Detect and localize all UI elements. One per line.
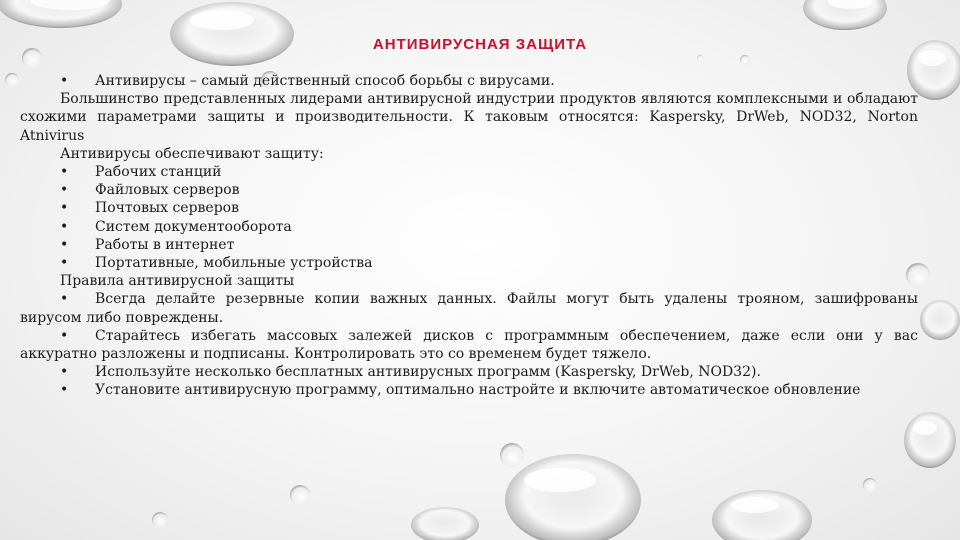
list-item <box>20 218 918 236</box>
intro-bullet <box>20 72 918 90</box>
drop <box>0 0 122 28</box>
list-item <box>20 181 918 199</box>
drop <box>411 507 479 540</box>
bullet-mark: • <box>60 382 69 399</box>
drop <box>152 485 310 528</box>
rule-item <box>20 363 918 381</box>
rule-item <box>20 381 918 399</box>
rule-item <box>20 290 918 326</box>
drop <box>803 0 887 30</box>
list-item <box>20 236 918 254</box>
drop <box>697 55 750 65</box>
intro-bullet-text: Антивирусы – самый действенный способ борьбы с вирусами. <box>95 73 555 89</box>
bullet-mark: • <box>60 73 69 89</box>
drop <box>712 490 812 540</box>
drop <box>904 412 956 468</box>
bullet-mark: • <box>60 218 69 235</box>
list-item <box>20 199 918 217</box>
list-item-text: Портативные, мобильные устройства <box>95 255 373 272</box>
rule-item <box>20 327 918 363</box>
bullet-mark: • <box>60 255 69 272</box>
leaders-paragraph: Большинство представленных лидерами антивирусной индустрии продуктов являются комплексными и обладают схожими параметрами защиты и производительности. К таковым относятся: Kaspersky, DrWeb, NOD32, Norton Atnivirus <box>20 91 918 144</box>
rule-text: Всегда делайте резервные копии важных данных. Файлы могут быть удалены трояном, зашифрованы вирусом либо повреждены. <box>20 291 918 326</box>
list-item-text: Систем документооборота <box>95 218 292 235</box>
list-item <box>20 163 918 181</box>
drop <box>863 478 877 492</box>
list-item <box>20 254 918 272</box>
bullet-mark: • <box>60 291 69 308</box>
list-item-text: Почтовых серверов <box>95 200 239 217</box>
list-item-text: Рабочих станций <box>95 164 222 181</box>
bullet-mark: • <box>60 364 69 381</box>
rule-text: Используйте несколько бесплатных антивирусных программ (Kaspersky, DrWeb, NOD32). <box>95 364 761 381</box>
rule-text: Старайтесь избегать массовых залежей дисков с программным обеспечением, даже если они у вас аккуратно разложены и подписаны. Контролировать это со временем будет тяжело. <box>20 327 918 363</box>
list-item-text: Файловых серверов <box>95 182 240 199</box>
rules-heading: Правила антивирусной защиты <box>60 273 295 290</box>
list-item-text: Работы в интернет <box>95 236 235 253</box>
bullet-mark: • <box>60 164 69 181</box>
drop <box>500 443 524 467</box>
slide-body <box>20 72 918 400</box>
rule-text: Установите антивирусную программу, оптимально настройте и включите автоматическое обновление <box>95 382 861 399</box>
bullet-mark: • <box>60 182 69 199</box>
protection-heading: Антивирусы обеспечивают защиту: <box>60 145 324 162</box>
slide-title: АНТИВИРУСНАЯ ЗАЩИТА <box>372 36 588 53</box>
bullet-mark: • <box>60 327 69 344</box>
bullet-mark: • <box>60 200 69 217</box>
bullet-mark: • <box>60 236 69 253</box>
drop <box>170 2 294 66</box>
drop <box>505 454 641 540</box>
